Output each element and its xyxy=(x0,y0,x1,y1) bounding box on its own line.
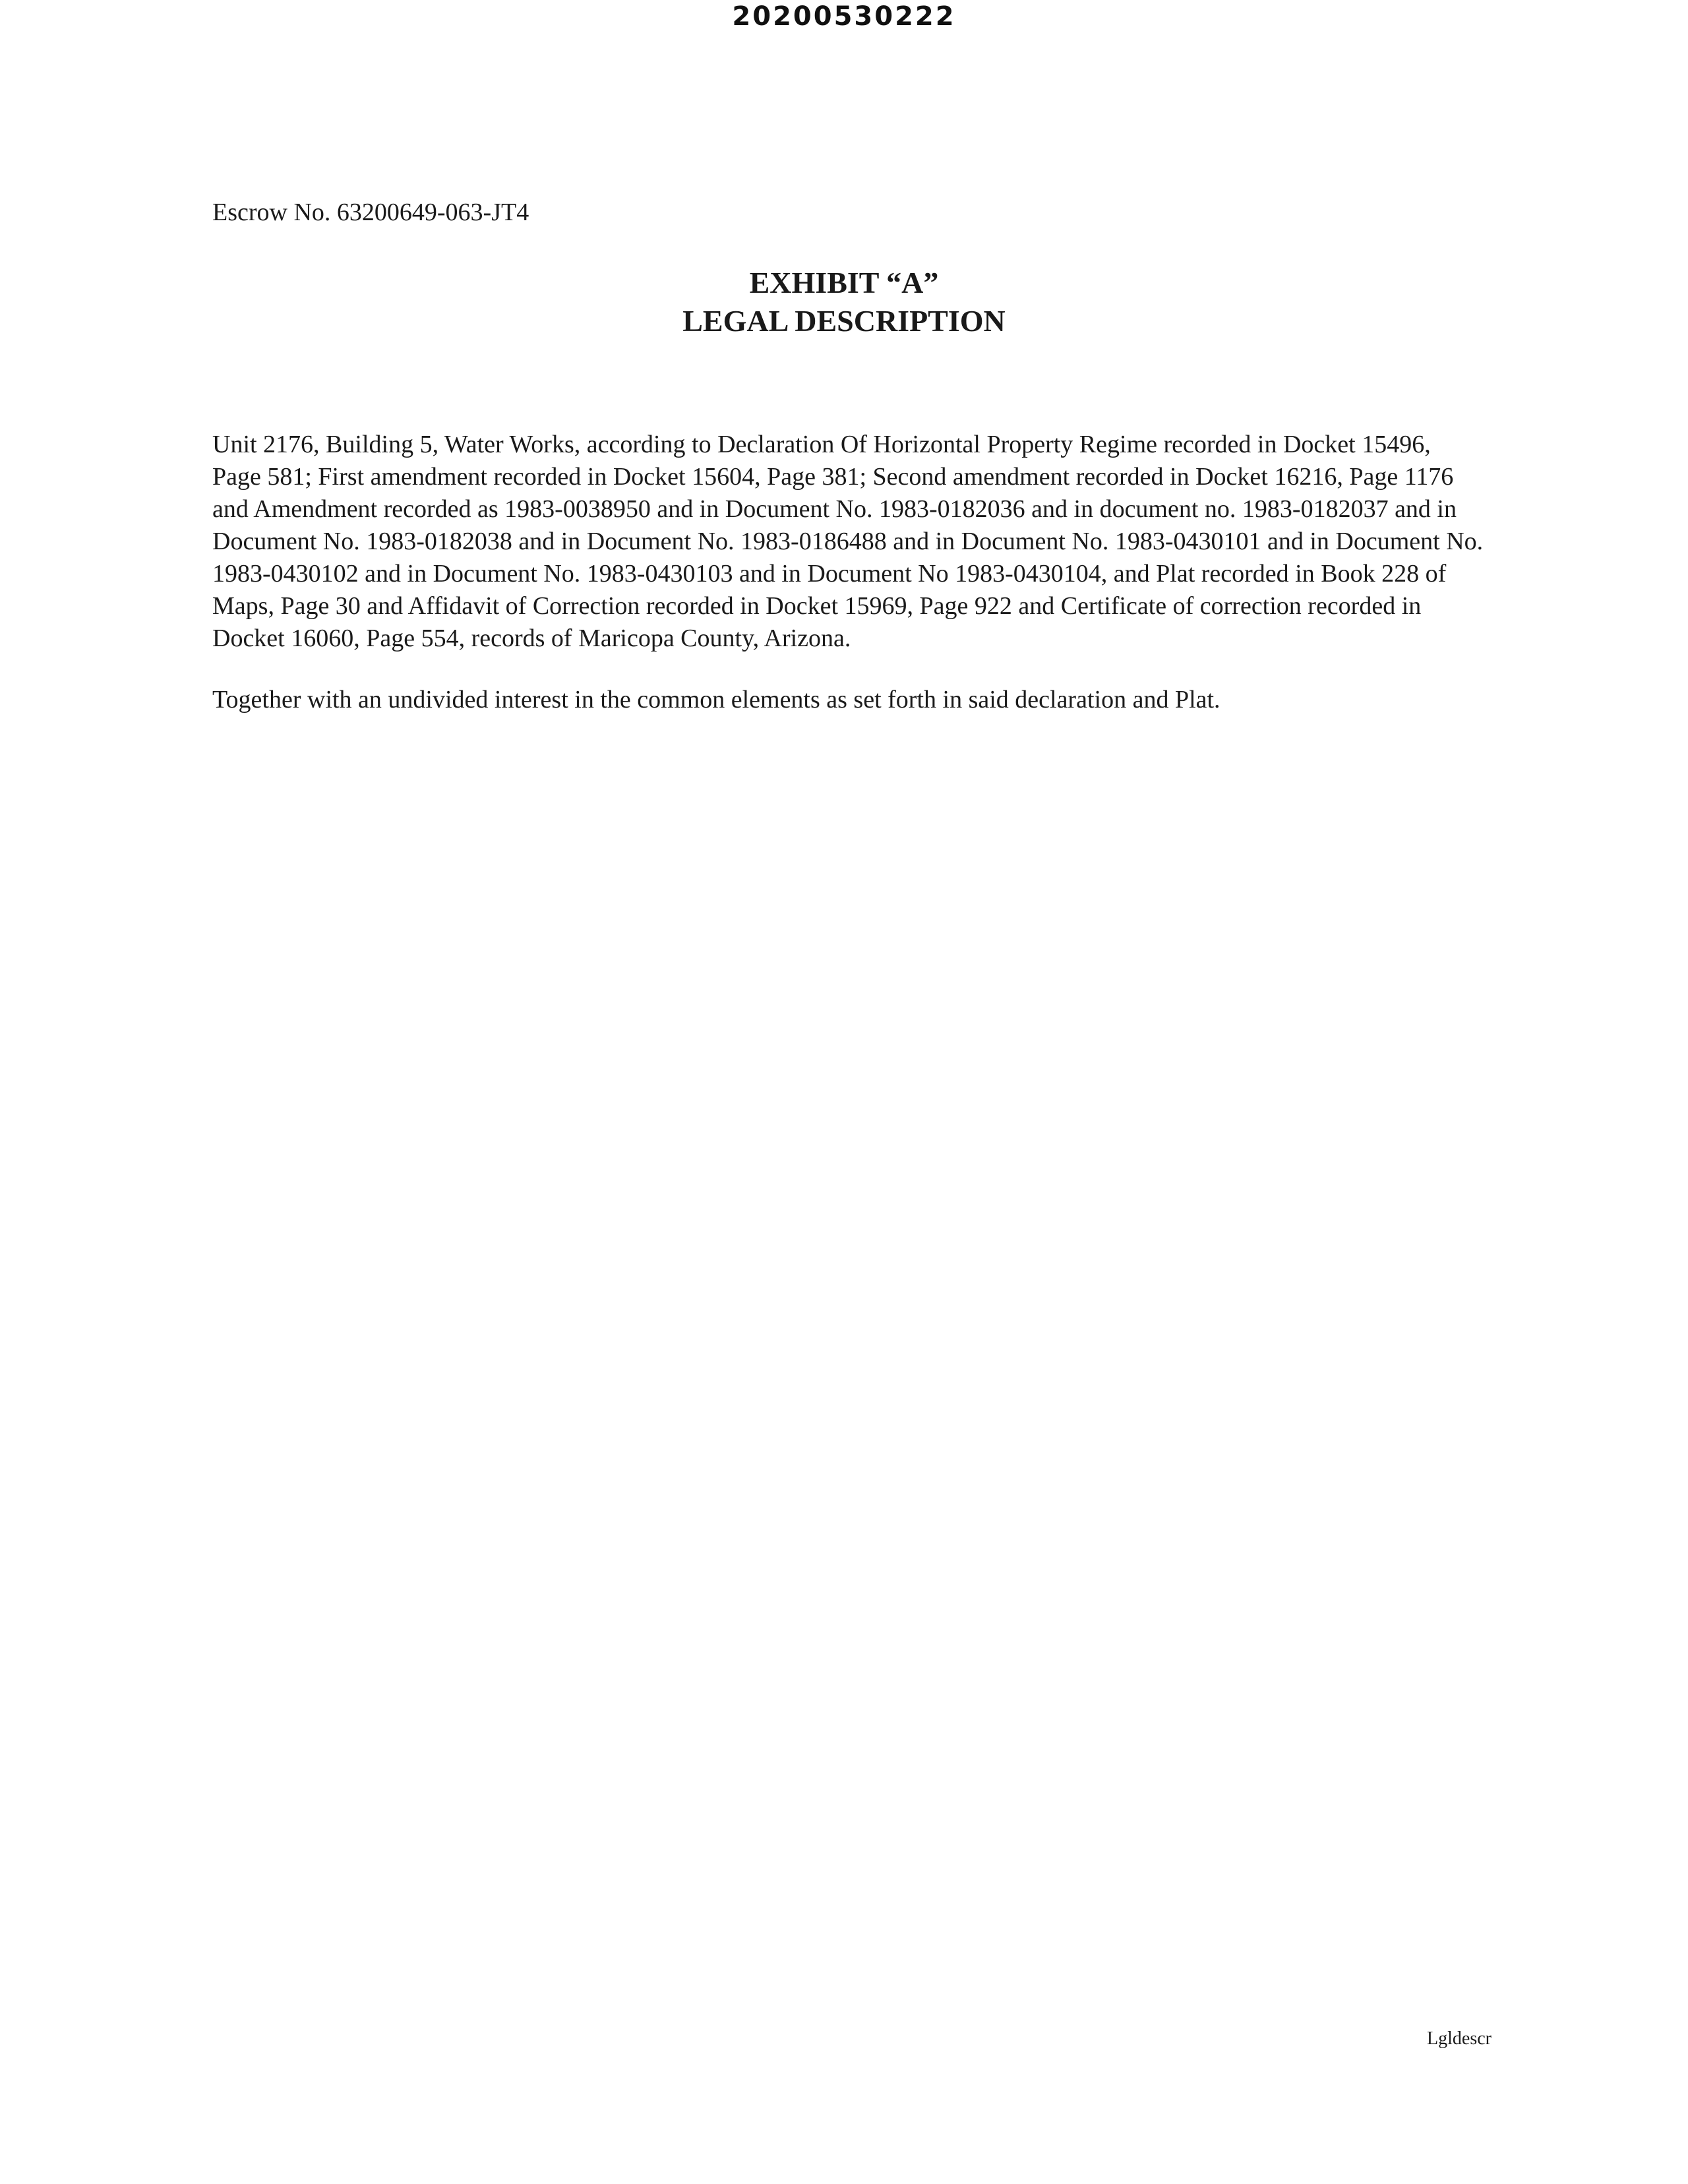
recording-number: 20200530222 xyxy=(732,1,956,32)
legal-description-paragraph: Unit 2176, Building 5, Water Works, according to Declaration Of Horizontal Property Regime recorded in Docket 15496, Page 581; First amendment recorded in Docket 15604, Page 381; Second amendment recorded in Docket 16216, Page 1176 and Amendment recorded as 1983-0038950 and in Document No. 1983-0182036 and in document no. 1983-0182037 and in Document No. 1983-0182038 and in Document No. 1983-0186488 and in Document No. 1983-0430101 and in Document No. 1983-0430102 and in Document No. 1983-0430103 and in Document No 1983-0430104, and Plat recorded in Book 228 of Maps, Page 30 and Affidavit of Correction recorded in Docket 15969, Page 922 and Certificate of correction recorded in Docket 16060, Page 554, records of Maricopa County, Arizona. xyxy=(212,431,1484,652)
common-elements-paragraph: Together with an undivided interest in the common elements as set forth in said declaration and Plat. xyxy=(212,686,1221,713)
form-code: Lgldescr xyxy=(1427,2028,1492,2049)
legal-description-title: LEGAL DESCRIPTION xyxy=(682,304,1006,338)
escrow-number: Escrow No. 63200649-063-JT4 xyxy=(212,198,529,226)
exhibit-header xyxy=(0,264,1688,340)
exhibit-title: EXHIBIT “A” xyxy=(749,266,939,299)
legal-description-body xyxy=(212,429,1485,745)
